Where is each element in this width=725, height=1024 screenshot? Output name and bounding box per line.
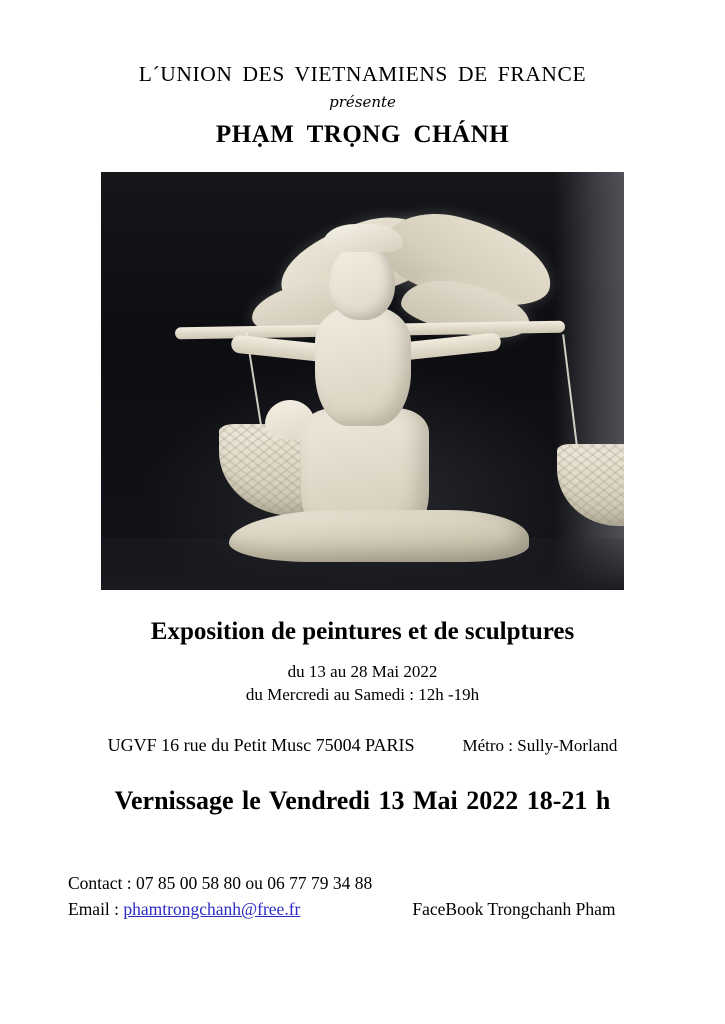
basket-right-weave [557, 444, 624, 526]
exhibition-title: Exposition de peintures et de sculptures [150, 618, 575, 645]
contact-phones: Contact : 07 85 00 58 80 ou 06 77 79 34 88 [68, 873, 373, 893]
exhibition-dates [0, 660, 725, 706]
figure-hat [323, 224, 403, 252]
facebook-handle: FaceBook Trongchanh Pham [412, 899, 616, 919]
photo-background [101, 172, 624, 590]
email-label: Email : [68, 899, 124, 919]
email-link[interactable]: phamtrongchanh@free.fr [123, 899, 301, 919]
sculpture-photo [101, 172, 624, 590]
presente-label: présente [329, 93, 396, 111]
organization-line: L´UNION DES VIETNAMIENS DE FRANCE [138, 62, 587, 86]
contact-block [68, 870, 658, 922]
sculpture-figure [101, 172, 624, 590]
venue-address: UGVF 16 rue du Petit Musc 75004 PARIS [107, 735, 415, 755]
sculpture-base [229, 510, 529, 562]
venue-row [0, 735, 725, 756]
figure-torso [315, 306, 411, 426]
dates-line-1: du 13 au 28 Mai 2022 [287, 662, 438, 681]
dates-line-2: du Mercredi au Samedi : 12h -19h [245, 685, 480, 704]
venue-metro: Métro : Sully-Morland [462, 736, 618, 755]
poster-header [0, 0, 725, 149]
email-row [68, 896, 658, 922]
vernissage-line: Vernissage le Vendredi 13 Mai 2022 18-21 h [114, 786, 611, 815]
rope-right-a [562, 334, 578, 445]
artist-name: PHẠM TRỌNG CHÁNH [215, 121, 510, 148]
figure-head [329, 244, 395, 320]
basket-right [557, 444, 624, 526]
